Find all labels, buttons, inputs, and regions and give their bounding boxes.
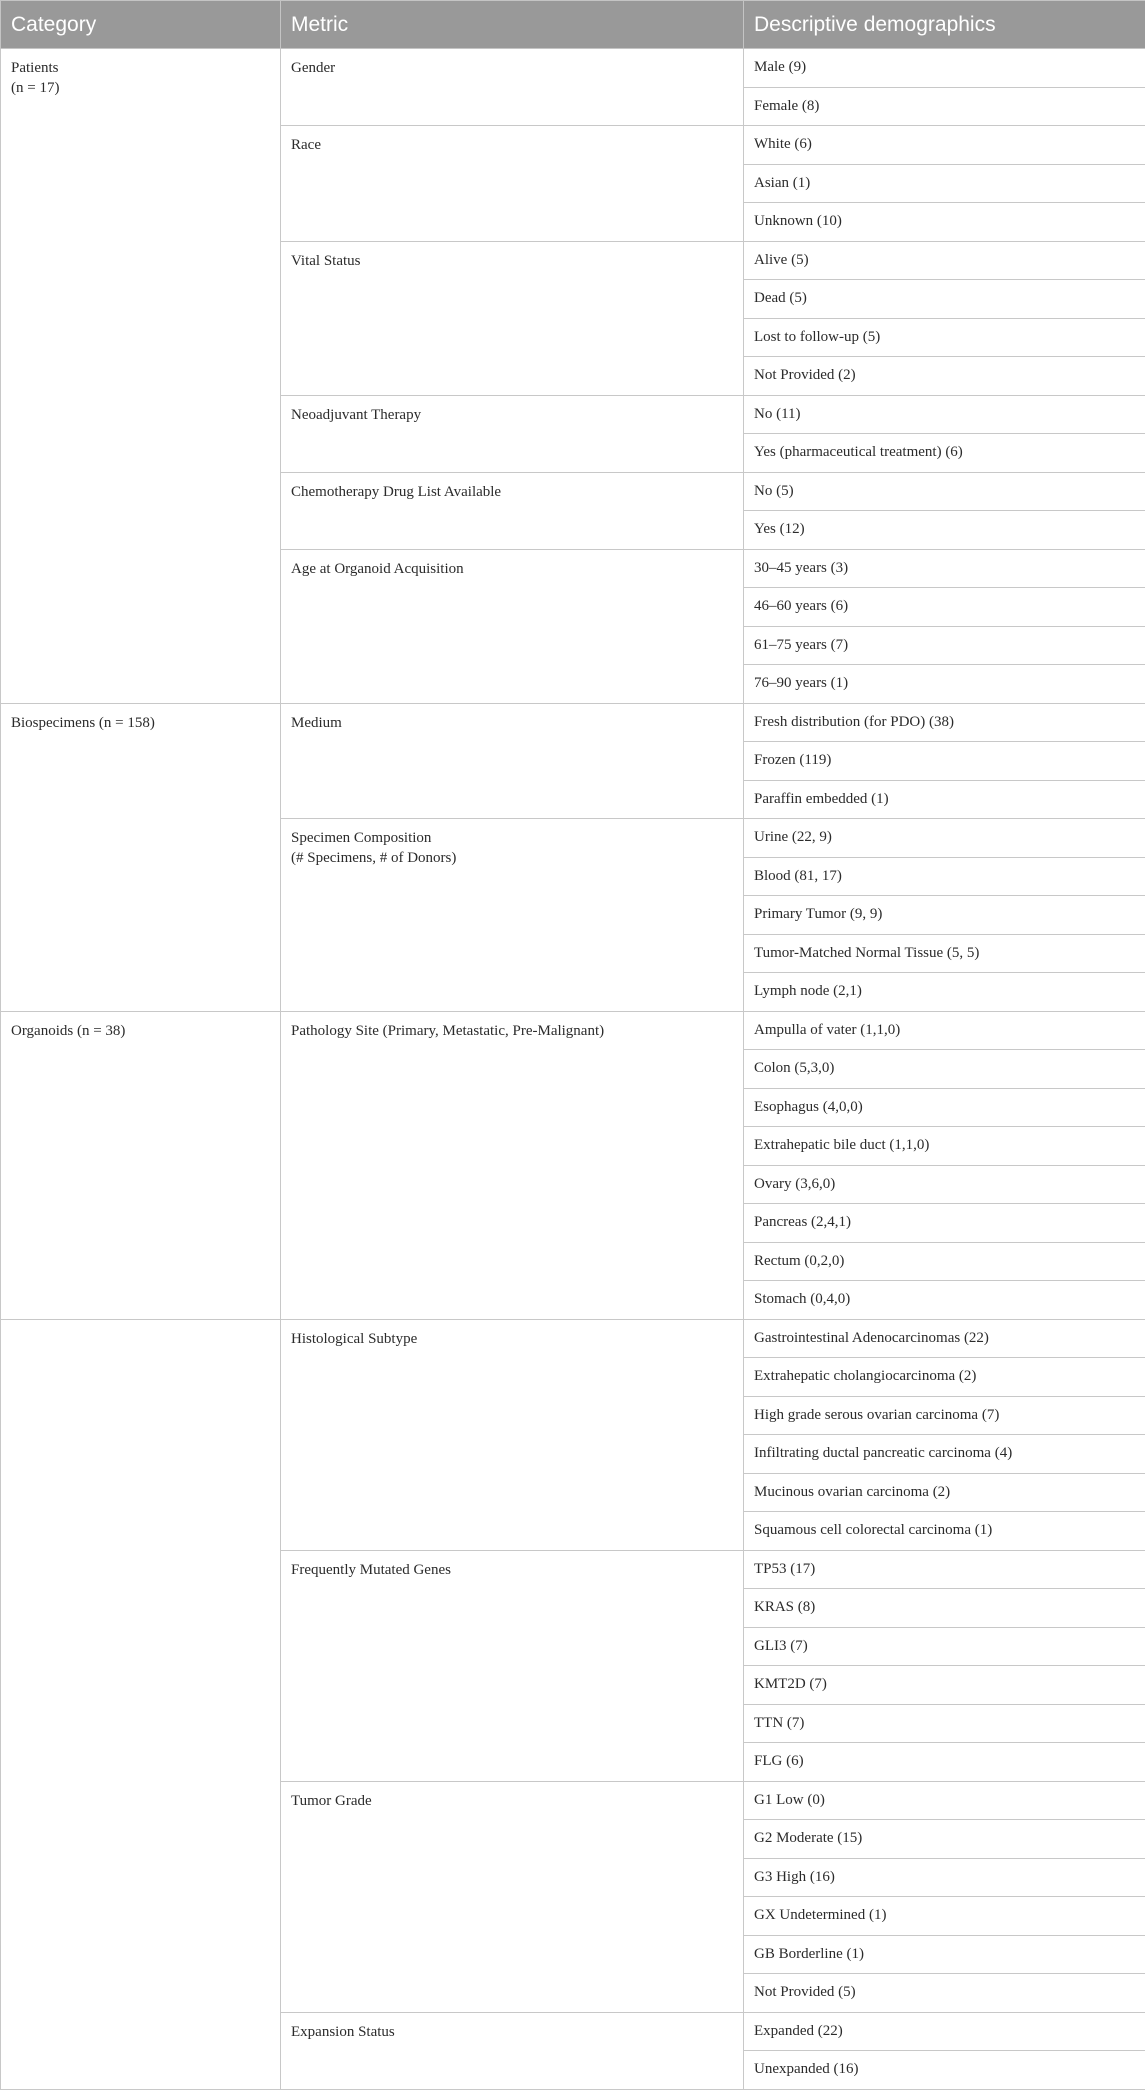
header-category: Category [1, 1, 281, 49]
descriptive-value-cell: KMT2D (7) [744, 1666, 1145, 1705]
table-row [1, 1011, 1145, 1050]
descriptive-value-cell: No (11) [744, 395, 1145, 434]
descriptive-value-cell: Asian (1) [744, 164, 1145, 203]
descriptive-value-cell: TTN (7) [744, 1704, 1145, 1743]
descriptive-value-cell: White (6) [744, 126, 1145, 165]
metric-cell: Frequently Mutated Genes [281, 1550, 744, 1781]
metric-cell: Medium [281, 703, 744, 819]
category-cell: Organoids (n = 38) [1, 1011, 281, 1319]
table-row [1, 703, 1145, 742]
descriptive-value-cell: Tumor-Matched Normal Tissue (5, 5) [744, 934, 1145, 973]
descriptive-value-cell: Primary Tumor (9, 9) [744, 896, 1145, 935]
header-metric: Metric [281, 1, 744, 49]
descriptive-value-cell: Yes (pharmaceutical treatment) (6) [744, 434, 1145, 473]
metric-cell: Age at Organoid Acquisition [281, 549, 744, 703]
descriptive-value-cell: Female (8) [744, 87, 1145, 126]
metric-cell: Specimen Composition (# Specimens, # of Donors) [281, 819, 744, 1012]
metric-cell: Histological Subtype [281, 1319, 744, 1550]
table-row [1, 1319, 1145, 1358]
header-row [1, 1, 1145, 49]
descriptive-value-cell: Unknown (10) [744, 203, 1145, 242]
descriptive-value-cell: Not Provided (2) [744, 357, 1145, 396]
descriptive-value-cell: Not Provided (5) [744, 1974, 1145, 2013]
descriptive-value-cell: G1 Low (0) [744, 1781, 1145, 1820]
descriptive-value-cell: Esophagus (4,0,0) [744, 1088, 1145, 1127]
table-row [1, 49, 1145, 88]
descriptive-value-cell: Blood (81, 17) [744, 857, 1145, 896]
descriptive-value-cell: Stomach (0,4,0) [744, 1281, 1145, 1320]
descriptive-value-cell: Expanded (22) [744, 2012, 1145, 2051]
descriptive-value-cell: TP53 (17) [744, 1550, 1145, 1589]
descriptive-value-cell: Yes (12) [744, 511, 1145, 550]
descriptive-value-cell: Ampulla of vater (1,1,0) [744, 1011, 1145, 1050]
descriptive-value-cell: Unexpanded (16) [744, 2051, 1145, 2090]
metric-cell: Gender [281, 49, 744, 126]
category-cell: Patients (n = 17) [1, 49, 281, 704]
descriptive-value-cell: Frozen (119) [744, 742, 1145, 781]
descriptive-value-cell: Mucinous ovarian carcinoma (2) [744, 1473, 1145, 1512]
metric-cell: Race [281, 126, 744, 242]
descriptive-value-cell: KRAS (8) [744, 1589, 1145, 1628]
descriptive-value-cell: Extrahepatic cholangiocarcinoma (2) [744, 1358, 1145, 1397]
descriptive-value-cell: Infiltrating ductal pancreatic carcinoma (4) [744, 1435, 1145, 1474]
descriptive-value-cell: Urine (22, 9) [744, 819, 1145, 858]
descriptive-value-cell: Colon (5,3,0) [744, 1050, 1145, 1089]
descriptive-value-cell: Pancreas (2,4,1) [744, 1204, 1145, 1243]
category-cell [1, 1319, 281, 2089]
descriptive-value-cell: GX Undetermined (1) [744, 1897, 1145, 1936]
descriptive-value-cell: Paraffin embedded (1) [744, 780, 1145, 819]
metric-cell: Pathology Site (Primary, Metastatic, Pre-Malignant) [281, 1011, 744, 1319]
metric-cell: Vital Status [281, 241, 744, 395]
descriptive-value-cell: Fresh distribution (for PDO) (38) [744, 703, 1145, 742]
descriptive-value-cell: G2 Moderate (15) [744, 1820, 1145, 1859]
descriptive-value-cell: 30–45 years (3) [744, 549, 1145, 588]
descriptive-value-cell: 76–90 years (1) [744, 665, 1145, 704]
descriptive-value-cell: Male (9) [744, 49, 1145, 88]
descriptive-value-cell: Extrahepatic bile duct (1,1,0) [744, 1127, 1145, 1166]
descriptive-value-cell: Ovary (3,6,0) [744, 1165, 1145, 1204]
descriptive-value-cell: High grade serous ovarian carcinoma (7) [744, 1396, 1145, 1435]
descriptive-value-cell: GB Borderline (1) [744, 1935, 1145, 1974]
metric-cell: Tumor Grade [281, 1781, 744, 2012]
category-cell: Biospecimens (n = 158) [1, 703, 281, 1011]
descriptive-value-cell: Rectum (0,2,0) [744, 1242, 1145, 1281]
descriptive-value-cell: 46–60 years (6) [744, 588, 1145, 627]
descriptive-value-cell: Alive (5) [744, 241, 1145, 280]
metric-cell: Neoadjuvant Therapy [281, 395, 744, 472]
descriptive-value-cell: Lost to follow-up (5) [744, 318, 1145, 357]
descriptive-value-cell: 61–75 years (7) [744, 626, 1145, 665]
descriptive-value-cell: GLI3 (7) [744, 1627, 1145, 1666]
descriptive-value-cell: Dead (5) [744, 280, 1145, 319]
descriptive-value-cell: G3 High (16) [744, 1858, 1145, 1897]
descriptive-value-cell: Gastrointestinal Adenocarcinomas (22) [744, 1319, 1145, 1358]
metric-cell: Chemotherapy Drug List Available [281, 472, 744, 549]
descriptive-value-cell: No (5) [744, 472, 1145, 511]
descriptive-value-cell: Lymph node (2,1) [744, 973, 1145, 1012]
header-descriptive-demographics: Descriptive demographics [744, 1, 1145, 49]
descriptive-value-cell: FLG (6) [744, 1743, 1145, 1782]
metric-cell: Expansion Status [281, 2012, 744, 2089]
descriptive-value-cell: Squamous cell colorectal carcinoma (1) [744, 1512, 1145, 1551]
